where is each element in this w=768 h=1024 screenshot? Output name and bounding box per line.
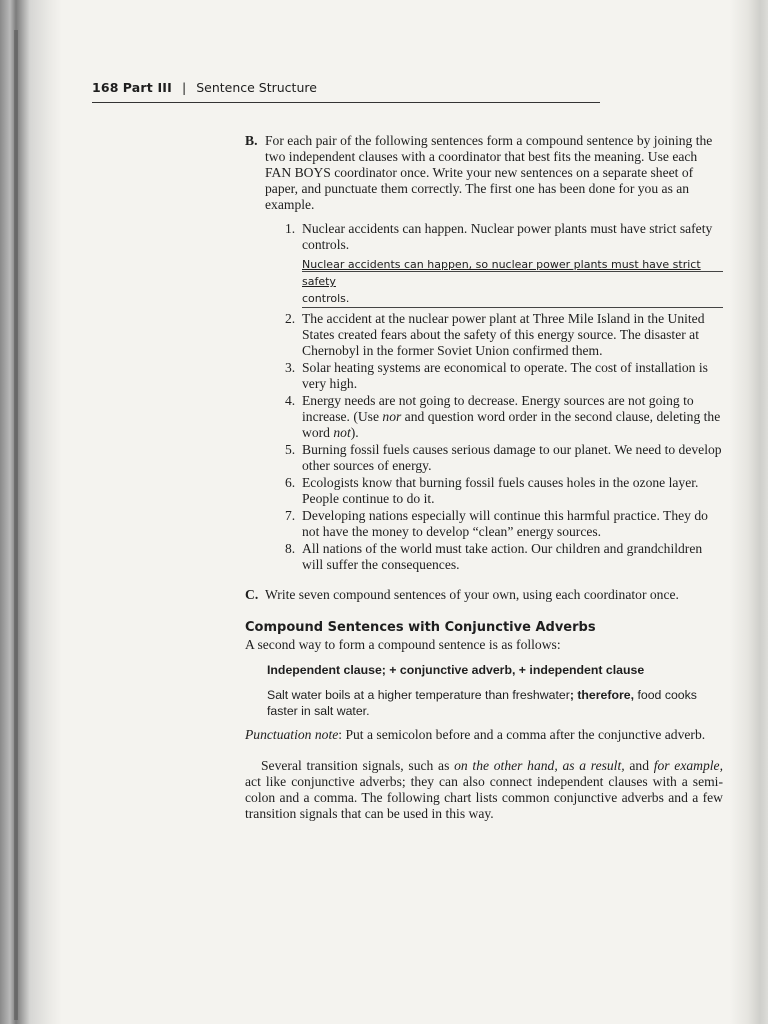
list-item: 6. Ecologists know that burning fossil fuels causes holes in the ozone layer. People continue to do it.	[285, 475, 699, 506]
list-item: 5. Burning fossil fuels causes serious damage to our planet. We need to develop other sources of energy.	[285, 442, 722, 473]
exercise-b-instructions: For each pair of the following sentences form a compound sentence by joining the two independent clauses with a coordinator that best fits the meaning. Use each FAN BOYS coordinator once. Write your new sentences on a separate sheet of paper, and punctuate them correctly. The first one has been done for you as an example.	[265, 133, 713, 212]
transition-paragraph: Several transition signals, such as on the other hand, as a result, and for example, act like conjunctive adverbs; they can also connect independent clauses with a semi-colon and a comma. The following chart lists common conjunctive adverbs and a few transition signals that can be used in this way.	[245, 758, 723, 821]
header-separator: |	[181, 80, 187, 95]
page-number: 168	[92, 80, 119, 95]
page-edge-shadow	[730, 0, 768, 1024]
example-sentence: Salt water boils at a higher temperature than freshwater; therefore, food cooks faster in salt water.	[267, 688, 697, 718]
section-heading: Compound Sentences with Conjunctive Adverbs	[245, 620, 596, 635]
list-item: 4. Energy needs are not going to decrease. Energy sources are not going to increase. (Use nor and question word order in the second clause, deleting the word not).	[285, 393, 721, 440]
example-answer: Nuclear accidents can happen, so nuclear power plants must have strict safety controls.	[302, 256, 723, 308]
punctuation-note: Punctuation note: Put a semicolon before and a comma after the conjunctive adverb.	[245, 727, 706, 742]
exercise-c	[245, 587, 723, 603]
exercise-c-instructions: Write seven compound sentences of your own, using each coordinator once.	[265, 587, 679, 602]
list-item: 3. Solar heating systems are economical to operate. The cost of installation is very high.	[285, 360, 708, 391]
part-label: Part III	[122, 80, 172, 95]
page-content	[245, 133, 723, 822]
list-item: 1. Nuclear accidents can happen. Nuclear power plants must have strict safety controls. Nuclear accidents can happen, so nuclear power plants must have strict safety controls.	[285, 221, 723, 308]
list-item: 2. The accident at the nuclear power plant at Three Mile Island in the United States created fears about the safety of this energy source. The disaster at Chernobyl in the former Soviet Union confirmed them.	[285, 311, 705, 358]
list-item: 8. All nations of the world must take action. Our children and grandchildren will suffer the consequences.	[285, 541, 703, 572]
section-intro: A second way to form a compound sentence is as follows:	[245, 637, 561, 652]
list-item: 7. Developing nations especially will continue this harmful practice. They do not have the money to develop “clean” energy sources.	[285, 508, 708, 539]
running-header	[92, 80, 600, 103]
book-spine-shadow	[0, 0, 62, 1024]
exercise-b-label: B.	[245, 133, 258, 148]
exercise-b	[245, 133, 723, 573]
sentence-pattern: Independent clause; + conjunctive adverb, + independent clause	[267, 663, 645, 677]
exercise-b-list	[265, 221, 723, 573]
chapter-title: Sentence Structure	[196, 80, 317, 95]
exercise-c-label: C.	[245, 587, 259, 602]
